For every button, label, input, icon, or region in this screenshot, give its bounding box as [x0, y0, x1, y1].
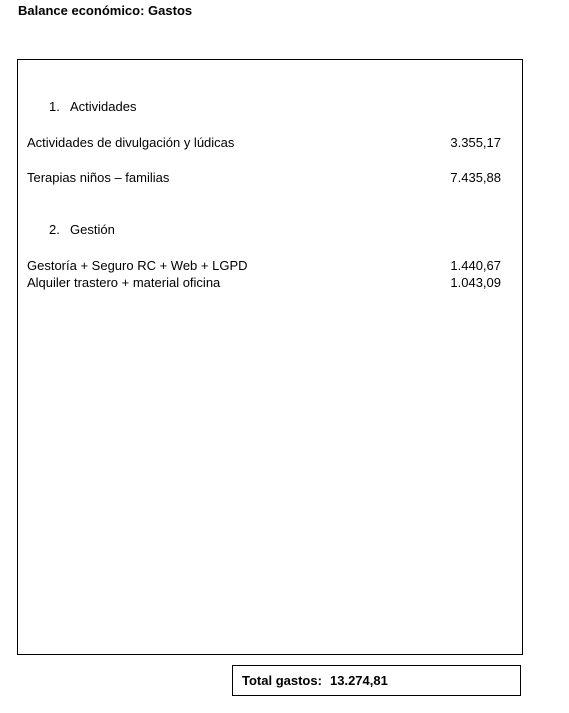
expenses-box [17, 59, 523, 655]
document-title: Balance económico: Gastos [18, 3, 193, 18]
total-value: 13.274,81 [330, 673, 388, 688]
expense-amount: 7.435,88 [450, 170, 501, 185]
section-number: 2. [49, 222, 60, 237]
total-box [232, 665, 521, 696]
expense-label: Gestoría + Seguro RC + Web + LGPD [27, 258, 248, 273]
section-heading-actividades [49, 99, 136, 114]
expense-amount: 1.043,09 [450, 275, 501, 290]
expense-amount: 1.440,67 [450, 258, 501, 273]
section-heading-gestion [49, 222, 115, 237]
section-number: 1. [49, 99, 60, 114]
expense-amount: 3.355,17 [450, 135, 501, 150]
section-title: Actividades [70, 99, 137, 114]
expense-label: Alquiler trastero + material oficina [27, 275, 221, 290]
expense-label: Terapias niños – familias [27, 170, 170, 185]
total-label: Total gastos: [242, 673, 322, 688]
section-title: Gestión [70, 222, 115, 237]
expense-label: Actividades de divulgación y lúdicas [27, 135, 235, 150]
